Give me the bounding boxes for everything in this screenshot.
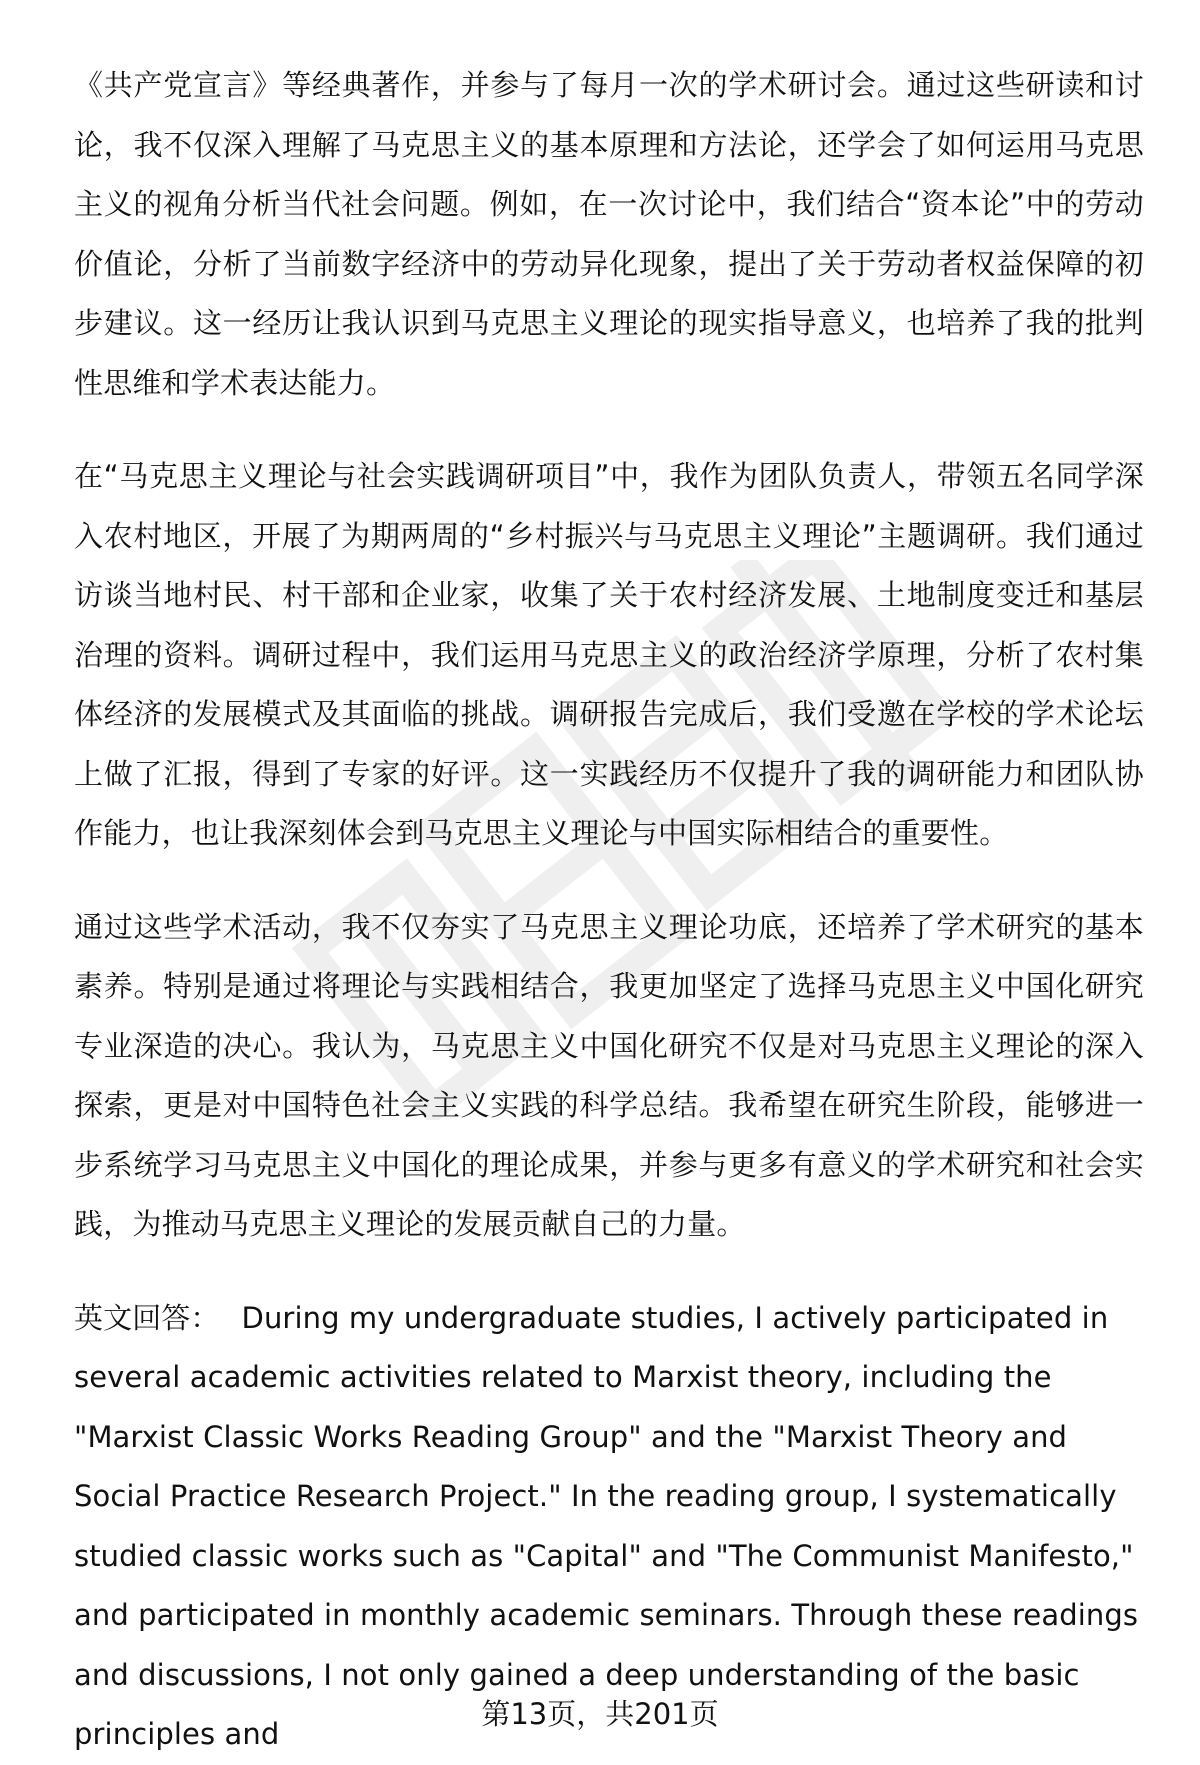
- paragraph: 在“马克思主义理论与社会实践调研项目”中，我作为团队负责人，带领五名同学深入农村地区，开展了为期两周的“乡村振兴与马克思主义理论”主题调研。我们通过访谈当地村民、村干部和企业家，收集了关于农村经济发展、土地制度变迁和基层治理的资料。调研过程中，我们运用马克思主义的政治经济学原理，分析了农村集体经济的发展模式及其面临的挑战。调研报告完成后，我们受邀在学校的学术论坛上做了汇报，得到了专家的好评。这一实践经历不仅提升了我的调研能力和团队协作能力，也让我深刻体会到马克思主义理论与中国实际相结合的重要性。: [74, 459, 1144, 850]
- english-answer-text: During my undergraduate studies, I actively participated in several academic activities related to Marxist theory, including the "Marxist Classic Works Reading Group" and the "Marxist Theory and Social Practice Research Project." In the reading group, I systematically studied classic works such as "Capital" and "The Communist Manifesto," and participated in monthly academic seminars. Through these readings and discussions, I not only gained a deep understanding of the basic principles and: [74, 1300, 1139, 1751]
- paragraph: 通过这些学术活动，我不仅夯实了马克思主义理论功底，还培养了学术研究的基本素养。特别是通过将理论与实践相结合，我更加坚定了选择马克思主义中国化研究专业深造的决心。我认为，马克思主义中国化研究不仅是对马克思主义理论的深入探索，更是对中国特色社会主义实践的科学总结。我希望在研究生阶段，能够进一步系统学习马克思主义中国化的理论成果，并参与更多有意义的学术研究和社会实践，为推动马克思主义理论的发展贡献自己的力量。: [74, 909, 1144, 1241]
- document-page: [74, 56, 1144, 1765]
- page-number: 第13页，共201页: [481, 1697, 719, 1731]
- english-answer-label: 英文回答：: [74, 1300, 220, 1335]
- paragraph: 《共产党宣言》等经典著作，并参与了每月一次的学术研讨会。通过这些研读和讨论，我不仅深入理解了马克思主义的基本原理和方法论，还学会了如何运用马克思主义的视角分析当代社会问题。例如，在一次讨论中，我们结合“资本论”中的劳动价值论，分析了当前数字经济中的劳动异化现象，提出了关于劳动者权益保障的初步建议。这一经历让我认识到马克思主义理论的现实指导意义，也培养了我的批判性思维和学术表达能力。: [74, 68, 1144, 400]
